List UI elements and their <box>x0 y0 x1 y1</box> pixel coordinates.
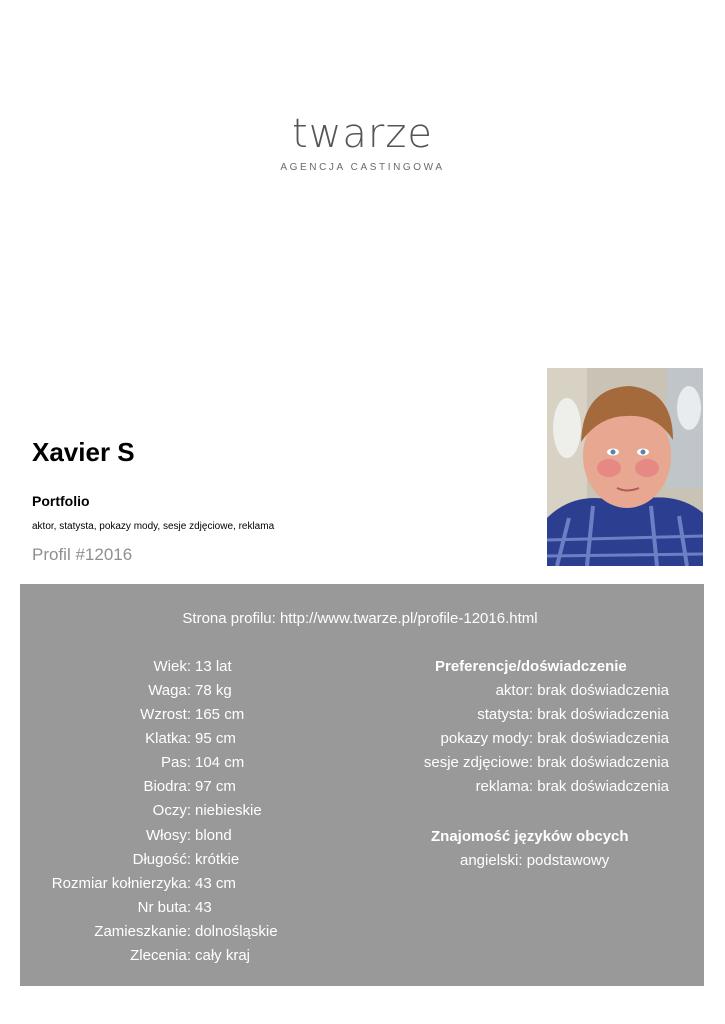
stat-value: 104 cm <box>195 754 245 771</box>
stat-label: Oczy: <box>152 802 191 819</box>
stat-label: Długość: <box>132 851 191 868</box>
portfolio-heading: Portfolio <box>32 493 90 509</box>
brand-logo <box>0 110 725 173</box>
stat-label: Nr buta: <box>137 899 191 916</box>
stat-value: 97 cm <box>195 778 236 795</box>
preference-item: aktor: brak doświadczenia <box>495 682 669 699</box>
profile-photo <box>547 368 703 566</box>
profile-name: Xavier S <box>32 437 135 467</box>
stat-label: Rozmiar kołnierzyka: <box>51 875 191 892</box>
stat-label: Pas: <box>160 754 191 771</box>
preference-item: statysta: brak doświadczenia <box>477 706 669 723</box>
stat-value: dolnośląskie <box>195 923 278 940</box>
stat-value: 95 cm <box>195 730 236 747</box>
stat-label: Włosy: <box>146 827 191 844</box>
stat-value: blond <box>195 827 232 844</box>
preference-item: sesje zdjęciowe: brak doświadczenia <box>423 754 669 771</box>
stat-value: krótkie <box>195 851 240 868</box>
profile-url: Strona profilu: http://www.twarze.pl/profile-12016.html <box>182 610 538 627</box>
brand-tagline: AGENCJA CASTINGOWA <box>280 162 445 173</box>
stat-value: 165 cm <box>195 706 245 723</box>
stat-value: 78 kg <box>195 682 232 699</box>
stat-value: 13 lat <box>195 658 232 675</box>
preference-item: reklama: brak doświadczenia <box>475 778 669 795</box>
profile-categories: aktor, statysta, pokazy mody, sesje zdjęciowe, reklama <box>32 521 275 532</box>
profile-details-panel <box>20 584 704 986</box>
stat-value: 43 cm <box>195 875 236 892</box>
stat-label: Zamieszkanie: <box>94 923 191 940</box>
preferences-heading: Preferencje/doświadczenie <box>435 658 627 675</box>
stat-label: Klatka: <box>145 730 191 747</box>
stat-label: Wzrost: <box>140 706 191 723</box>
stat-label: Waga: <box>148 682 191 699</box>
stat-label: Biodra: <box>143 778 191 795</box>
stat-value: 43 <box>195 899 212 916</box>
stat-value: niebieskie <box>195 802 262 819</box>
stat-label: Zlecenia: <box>130 947 191 964</box>
language-item: angielski: podstawowy <box>460 852 610 869</box>
brand-name: twarze <box>292 111 433 157</box>
preference-item: pokazy mody: brak doświadczenia <box>440 730 669 747</box>
stat-label: Wiek: <box>153 658 191 675</box>
profile-id: Profil #12016 <box>32 545 133 564</box>
languages-heading: Znajomość języków obcych <box>431 828 629 845</box>
stat-value: cały kraj <box>195 947 251 964</box>
